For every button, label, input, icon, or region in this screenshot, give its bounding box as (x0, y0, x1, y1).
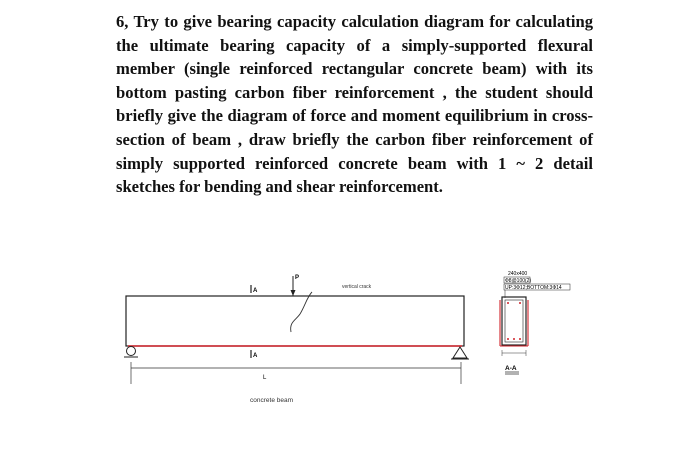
section-mark-top: A (253, 288, 258, 294)
question-text: 6, Try to give bearing capacity calculation diagram for calculating the ultimate bearing capacity of a simply-supported flexural member (single reinforced rectangular concrete beam) with its bottom pasting carbon fiber reinforcement , the student should briefly give the diagram of force and moment equilibrium in cross-section of beam , draw briefly the carbon fiber reinforcement of simply supported reinforced concrete beam with 1 ~ 2 detail sketches for bending and shear reinforcement. (116, 12, 593, 197)
load-arrow-head (291, 290, 296, 296)
rebar-spec: UP:3Ф12;BOTTOM:3Ф14 (505, 285, 562, 291)
span-label: L (263, 375, 267, 381)
load-label: P (295, 275, 300, 281)
vertical-crack (291, 292, 312, 332)
stirrup (505, 300, 523, 342)
section-title: A-A (505, 365, 517, 372)
concrete-beam (126, 296, 464, 346)
stirrup-spec: Ф8@100(2) (505, 278, 532, 284)
section-dims: 240x400 (508, 271, 528, 277)
section-mark-bottom: A (253, 353, 258, 359)
top-rebar (507, 302, 509, 304)
left-pin-support (127, 347, 136, 356)
right-roller-support (453, 347, 467, 358)
crack-label: vertical crack (342, 284, 372, 290)
beam-caption: concrete beam (250, 397, 293, 404)
bottom-rebar (507, 338, 509, 340)
cross-section (502, 297, 526, 345)
